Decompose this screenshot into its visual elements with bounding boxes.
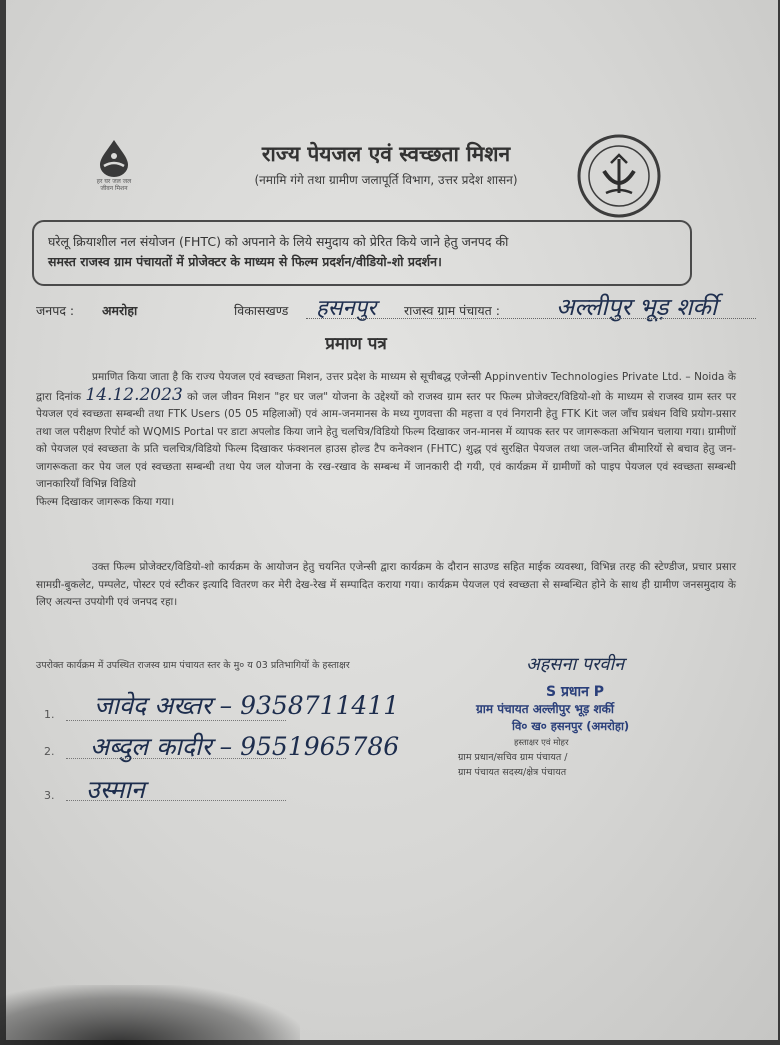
- block-label: विकासखण्ड: [234, 303, 289, 318]
- stamp-caption: हस्ताक्षर एवं मोहर: [514, 738, 569, 748]
- body-text-part-a: प्रमाणित किया जाता है कि राज्य पेयजल एवं स्वच्छता मिशन, उत्तर प्रदेश के माध्यम से सूचीबद्ध एजेन्सी Appinventiv Technologies Private Ltd. – Noida के द्वारा दिनांक: [36, 371, 736, 403]
- body-text-part-c: फिल्म दिखाकर जागरूक किया गया।: [36, 495, 175, 508]
- up-government-seal: [576, 133, 662, 219]
- banner-line-2: समस्त राजस्व ग्राम पंचायतों में प्रोजेक्टर के माध्यम से फिल्म प्रदर्शन/वीडियो-शो प्रदर्शन।: [48, 254, 442, 269]
- body-paragraph-2-text: उक्त फिल्म प्रोजेक्टर/विडियो-शो कार्यक्रम के आयोजन हेतु चयनित एजेन्सी द्वारा कार्यक्रम के दौरान साउण्ड सहित माईक व्यवस्था, विभिन्न तरह की स्टेण्डीज, प्रचार प्रसार सामग्री-बुकलेट, पम्पलेट, पोस्टर एवं स्टीकर इत्यादि वितरण कर मेरी देख-रेख में सम्पादित कराया गया। कार्यक्रम पेयजल एवं स्वच्छता से सम्बन्धित होने के साथ ही ग्रामीण जनसमुदाय के लिए अत्यन्त उपयोगी एवं जनपद रहा।: [36, 561, 736, 608]
- participants-signature-intro: उपरोक्त कार्यक्रम में उपस्थित राजस्व ग्राम पंचायत स्तर के मु० य 03 प्रतिभागियों के हस्ताक्षर: [36, 660, 350, 671]
- banner-line-1: घरेलू क्रियाशील नल संयोजन (FHTC) को अपनाने के लिये समुदाय को प्रेरित किये जाने हेतु जनपद की: [48, 234, 509, 249]
- logo-tagline: हर घर जल जल जीवन मिशन: [96, 178, 132, 192]
- district-label: जनपद :: [36, 303, 75, 318]
- participant-3-signature: उस्मान: [86, 775, 145, 804]
- district-value: अमरोहा: [102, 303, 138, 318]
- participant-2-line: [66, 758, 286, 759]
- certificate-body-paragraph-2: [36, 559, 736, 612]
- certificate-page: [6, 0, 778, 1040]
- panchayat-label: राजस्व ग्राम पंचायत :: [404, 303, 500, 318]
- block-value-handwritten: हसनपुर: [316, 296, 377, 321]
- program-date-handwritten: 14.12.2023: [85, 384, 183, 405]
- jal-jeevan-mission-logo: [92, 138, 136, 192]
- page-subtitle: (नमामि गंगे तथा ग्रामीण जलापूर्ति विभाग, उत्तर प्रदेश शासन): [254, 173, 518, 187]
- scheme-banner: [32, 220, 692, 286]
- panchayat-value-handwritten: अल्लीपुर भूड़ शर्की: [556, 293, 718, 321]
- participant-1-signature: जावेद अख्तर – 9358711411: [94, 691, 400, 720]
- stamp-panchayat: ग्राम पंचायत अल्लीपुर भूड़ शर्की: [476, 702, 614, 716]
- photo-shadow: [0, 985, 300, 1045]
- seal-emblem-icon: [576, 133, 662, 219]
- pradhan-signature: अहसना परवीन: [526, 654, 625, 675]
- participant-1-number: 1.: [44, 708, 55, 721]
- page-title: राज्य पेयजल एवं स्वच्छता मिशन: [261, 142, 511, 166]
- certificate-body-paragraph-1: [36, 369, 736, 511]
- participant-3-number: 3.: [44, 789, 55, 802]
- participant-3-line: [66, 800, 286, 801]
- participant-1-line: [66, 720, 286, 721]
- location-underline: [306, 318, 756, 319]
- stamp-title: S प्रधान P: [546, 684, 605, 700]
- participant-2-signature: अब्दुल कादीर – 9551965786: [90, 732, 400, 761]
- certificate-heading: प्रमाण पत्र: [325, 334, 387, 354]
- body-text-part-b: को जल जीवन मिशन "हर घर जल" योजना के उद्देश्यों को राजस्व ग्राम स्तर पर फिल्म प्रोजेक्टर/विडियो-शो के माध्यम से राजस्व ग्राम स्तर पर पेयजल एवं स्वच्छता सम्बन्धी तथा FTK Users (05 05 महिलाओं) एवं आम-जनमानस के मध्य गुणवत्ता की महत्ता व एवं निगरानी हेतु FTK Kit जल जाँच प्रबंधन विधि प्रयोग-प्रसार तथा जल परीक्षण रिपोर्ट को WQMIS Portal पर डाटा अपलोड किया जाने हेतु चलचित्र/विडियो फिल्म दिखाकर जन-मानस में व्यापक स्तर पर जागरूकता अभियान चलाया गया। ग्रामीणों को पेयजल एवं स्वच्छता के प्रति चलचित्र/विडियो फिल्म दिखाकर फंक्शनल हाउस होल्ड टैप कनेक्शन (FHTC) शुद्ध एवं सुरक्षित पेयजल तथा जल-जनित बीमारियों से बचाव हेतु जन-जागरूकता कर पेय जल एवं स्वच्छता सम्बन्धी तथा पेय जल योजना के रख-रखाव के सम्बन्ध में जानकारी दी गयी, एवं कार्यक्रम में ग्रामीणों को पाइप पेयजल एवं स्वच्छता सम्बन्धी जानकारियाँ विभिन्न विडियो: [36, 390, 737, 490]
- participant-2-number: 2.: [44, 745, 55, 758]
- signatory-role-1: ग्राम प्रधान/सचिव ग्राम पंचायत /: [458, 752, 568, 763]
- stamp-block: वि० ख० हसनपुर (अमरोहा): [512, 719, 630, 733]
- signatory-role-2: ग्राम पंचायत सदस्य/क्षेत्र पंचायत: [458, 767, 567, 778]
- water-drop-icon: [92, 138, 136, 178]
